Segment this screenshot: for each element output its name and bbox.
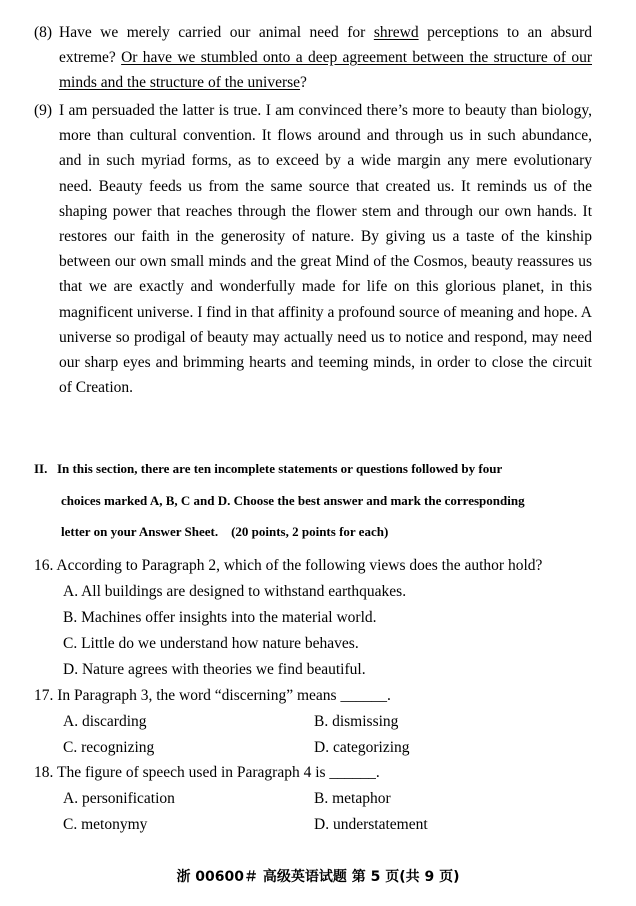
paragraph-number: (8): [34, 24, 53, 41]
paragraph-body: [59, 20, 592, 96]
paragraph-body: I am persuaded the latter is true. I am convinced there’s more to beauty than biology, more than cultural convention. It flows around and through us in such abundance, and in such myriad forms, as to exceed by a wide margin any mere evolutionary need. Beauty feeds us from the same source that created us. It reminds us of the shaping power that reaches through the flower stem and through our own hands. It restores our faith in the generosity of nature. By giving us a taste of the kinship between our own small minds and the great Mind of the Cosmos, beauty reassures us that we are exactly and wonderfully made for life on this glorious planet, in this magnificent universe. I find in that affinity a profound source of meaning and hope. A universe so prodigal of beauty may actually need us to notice and respond, may need our sharp eyes and brimming hearts and teeming minds, in order to close the circuit of Creation.: [59, 102, 592, 397]
option-c: C. recognizing: [63, 739, 155, 756]
option-b: B. metaphor: [314, 790, 391, 807]
page-footer: 浙 00600＃ 高级英语试题 第 5 页(共 9 页): [176, 869, 460, 885]
option-a: A. All buildings are designed to withstand earthquakes.: [63, 583, 407, 600]
paragraph-9: [34, 98, 592, 400]
option-d: D. Nature agrees with theories we find beautiful.: [63, 661, 366, 678]
option-b: B. dismissing: [314, 713, 399, 730]
instruction-line: In this section, there are ten incomplete statements or questions followed by four: [57, 461, 503, 476]
question-17: [34, 684, 594, 708]
option-d: D. categorizing: [314, 739, 410, 756]
question-16: [34, 554, 594, 578]
question-stem: 16. According to Paragraph 2, which of the following views does the author hold?: [34, 557, 543, 574]
paragraph-number: (9): [34, 102, 53, 119]
instruction-line: choices marked A, B, C and D. Choose the best answer and mark the corresponding: [61, 492, 525, 508]
option-c: C. metonymy: [63, 816, 148, 833]
instruction-line: letter on your Answer Sheet. (20 points, 2 points for each): [61, 524, 389, 539]
option-c: C. Little do we understand how nature behaves.: [63, 635, 359, 652]
section-instructions: [34, 453, 594, 548]
question-stem: 18. The figure of speech used in Paragraph 4 is ______.: [34, 764, 380, 781]
section-label: II.: [34, 461, 48, 476]
paragraph-text: ?: [300, 74, 307, 92]
option-a: A. personification: [63, 790, 175, 807]
question-stem: 17. In Paragraph 3, the word “discerning” means ______.: [34, 687, 391, 704]
option-a: A. discarding: [63, 713, 147, 730]
paragraph-text: perceptions to an absurd extreme?: [59, 24, 592, 67]
paragraph-8: [34, 20, 592, 96]
underlined-word: shrewd: [373, 24, 419, 41]
paragraph-text: Have we merely carried our animal need for: [59, 24, 374, 41]
section-text: [59, 453, 594, 548]
option-d: D. understatement: [314, 816, 428, 833]
option-b: B. Machines offer insights into the material world.: [63, 609, 377, 626]
underlined-sentence: Or have we stumbled onto a deep agreement between the structure of our minds and the structure of the universe: [59, 49, 592, 92]
question-18: [34, 761, 594, 785]
